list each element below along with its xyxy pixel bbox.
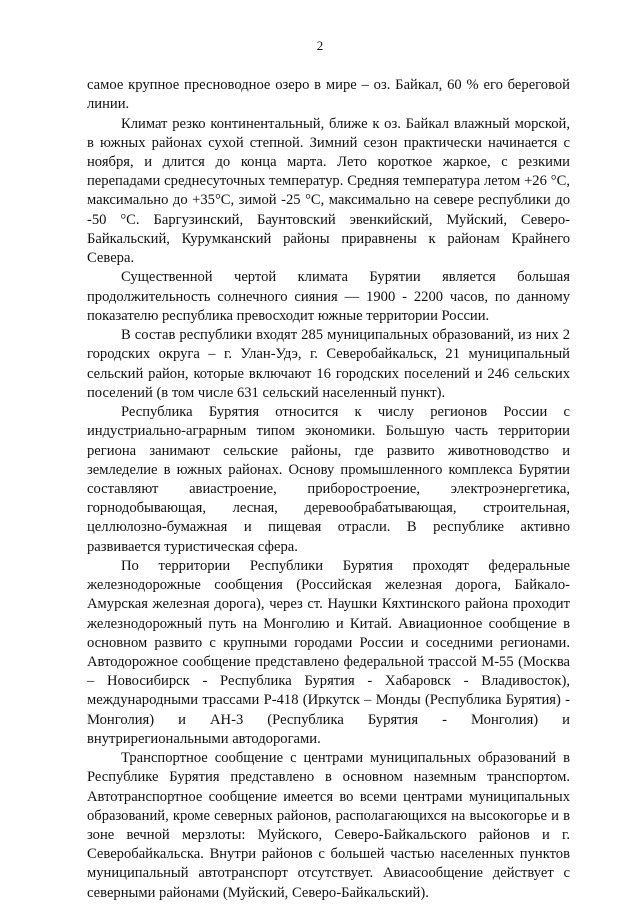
document-body <box>87 76 570 903</box>
paragraph-continuation: самое крупное пресноводное озеро в мире – оз. Байкал, 60 % его береговой линии. <box>87 77 570 113</box>
paragraph-municipal-transport: Транспортное сообщение с центрами муниципальных образований в Республике Бурятия представлено в основном наземным транспортом. Автотранспортное сообщение имеется во всеми центрами муниципальных образований, кроме северных районов, располагающихся на высокогорье и в зоне вечной мерзлоты: Муйского, Северо-Байкальского районов и г. Северобайкальска. Внутри районов с большей частью населенных пунктов муниципальный автотранспорт отсутствует. Авиасообщение действует с северными районами (Муйский, Северо-Байкальский). <box>87 750 570 901</box>
paragraph-municipalities: В состав республики входят 285 муниципальных образований, из них 2 городских округа – г. Улан-Удэ, г. Северобайкальск, 21 муниципальный сельский район, которые включают 16 городских поселений и 246 сельских поселений (в том числе 631 сельский населенный пункт). <box>87 327 570 401</box>
paragraph-climate: Климат резко континентальный, ближе к оз. Байкал влажный морской, в южных районах сухой степной. Зимний сезон практически начинается с ноября, и длится до конца марта. Лето короткое жаркое, с резкими перепадами среднесуточных температур. Средняя температура летом +26 °С, максимально до +35°С, зимой -25 °С, максимально на севере республики до -50 °С. Баргузинский, Баунтовский эвенкийский, Муйский, Северо-Байкальский, Курумканский районы приравнены к районам Крайнего Севера. <box>87 115 570 267</box>
paragraph-economy: Республика Бурятия относится к числу регионов России с индустриально-аграрным типом экономики. Большую часть территории региона занимают сельские районы, где развито животноводство и земледелие в южных районах. Основу промышленного комплекса Бурятии составляют авиастроение, приборостроение, электроэнергетика, горнодобывающая, лесная, деревообрабатывающая, строительная, целлюлозно-бумажная и пищевая отрасли. В республике активно развивается туристическая сфера. <box>87 404 570 555</box>
paragraph-transport-routes: По территории Республики Бурятия проходят федеральные железнодорожные сообщения (Российская железная дорога, Байкало-Амурская железная дорога), через ст. Наушки Кяхтинского района проходит железнодорожный путь на Монголию и Китай. Авиационное сообщение в основном развито с крупными городами России и соседними регионами. Автодорожное сообщение представлено федеральной трассой М-55 (Москва – Новосибирск - Республика Бурятия - Хабаровск - Владивосток), международными трассами Р-418 (Иркутск – Монды (Республика Бурятия) - Монголия) и АН-3 (Республика Бурятия - Монголия) и внутрирегиональными автодорогами. <box>87 558 570 747</box>
paragraph-sunshine: Существенной чертой климата Бурятии является большая продолжительность солнечного сияния — 1900 - 2200 часов, по данному показателю республика превосходит южные территории России. <box>87 269 570 324</box>
page-number: 2 <box>316 38 324 53</box>
